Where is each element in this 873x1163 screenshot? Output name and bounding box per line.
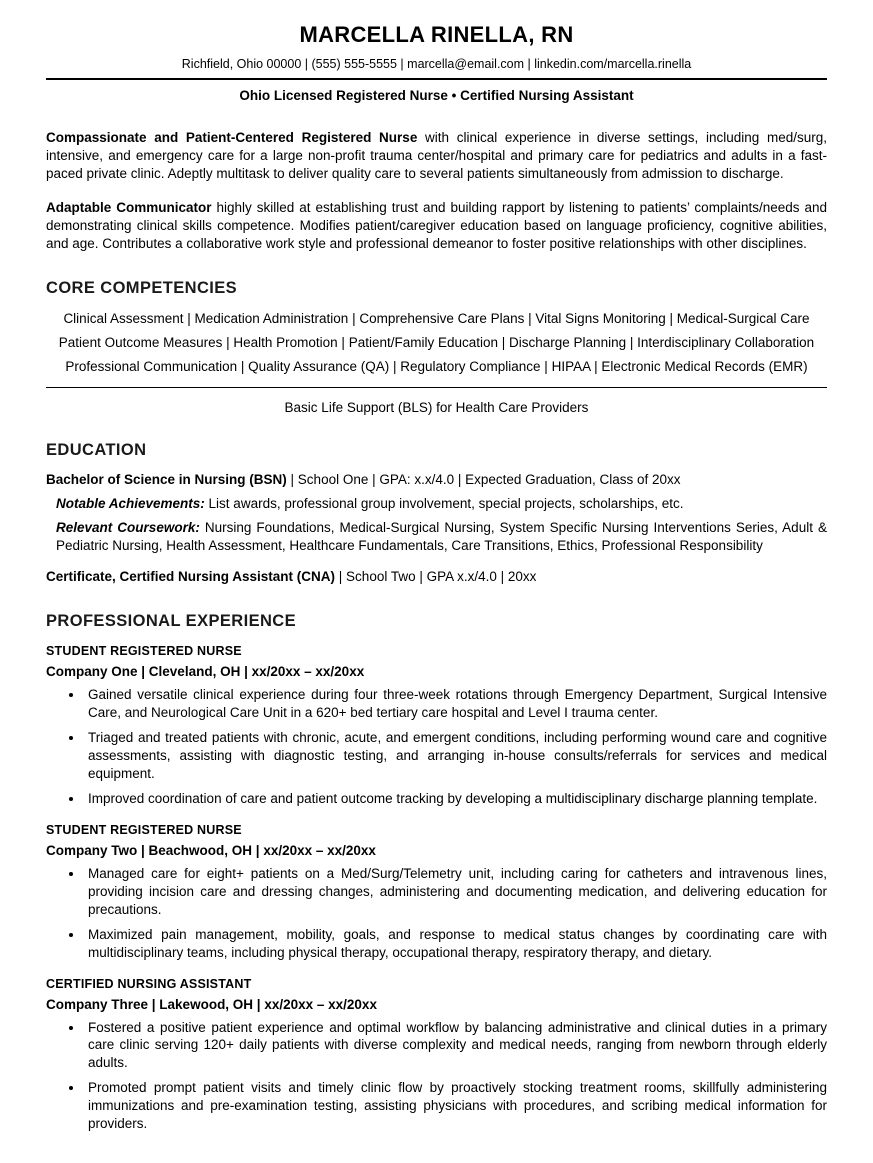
summary-paragraph-2: [46, 199, 827, 253]
job-1-title: STUDENT REGISTERED NURSE: [46, 644, 242, 659]
cna-certificate-title: Certificate, Certified Nursing Assistant (CNA): [46, 569, 336, 585]
competencies-divider: [46, 387, 827, 388]
summary-body-2: highly skilled at establishing trust and building rapport by listening to patients’ complaints/needs and demonstrating clinical skills competence. Modifies patient/caregiver education based on language proficiency, cognitive abilities, and age. Contributes a collaborative work style and professional demeanor to foster positive relationships with other disciplines.: [46, 199, 827, 251]
summary-lead-2: Adaptable Communicator: [46, 199, 212, 215]
job-1-company-line: Company One | Cleveland, OH | xx/20xx – xx/20xx: [46, 664, 365, 680]
job-3: [46, 977, 827, 1134]
job-3-bullet-2: • Promoted prompt patient visits and timely clinic flow by proactively stocking treatment rooms, skillfully administering immunizations and pre-examination testing, assisting physicians with procedures, and scribing medical information for providers.: [84, 1079, 827, 1133]
bls-certification: Basic Life Support (BLS) for Health Care Providers: [284, 400, 589, 416]
job-2-bullet-1: • Managed care for eight+ patients on a Med/Surg/Telemetry unit, including caring for catheters and intravenous lines, providing incision care and dressing changes, administering and documenting medication, and delivering education for precautions.: [84, 865, 827, 919]
job-3-bullet-list: [46, 1019, 827, 1134]
notable-achievements-label: Notable Achievements:: [56, 496, 205, 512]
competency-line-3: Professional Communication | Quality Assurance (QA) | Regulatory Compliance | HIPAA | Electronic Medical Records (EMR): [65, 359, 808, 375]
resume-header: [46, 22, 827, 103]
summary-lead-1: Compassionate and Patient-Centered Registered Nurse: [46, 130, 418, 145]
notable-achievements-line: [46, 495, 827, 513]
job-2-bullet-list: [46, 865, 827, 962]
job-2-bullet-2: • Maximized pain management, mobility, goals, and response to medical status changes by coordinating care with multidisciplinary teams, including physical therapy, occupational therapy, respiratory therapy, and dietary.: [84, 926, 827, 962]
job-2: [46, 823, 827, 962]
experience-section: [46, 612, 827, 1133]
job-1-bullet-1: • Gained versatile clinical experience during four three-week rotations through Emergency Department, Surgical Intensive Care, and Neurological Care Unit in a 620+ bed tertiary care hospital and Level I trauma center.: [84, 686, 827, 722]
summary-body-1: with clinical experience in diverse settings, including med/surg, intensive, and emergency care for a large non-profit trauma center/hospital and primary care for pediatrics and adults in a fast-paced private clinic. Adeptly multitask to deliver quality care to several patients simultaneously from admission to discharge.: [46, 130, 827, 181]
job-1-bullet-list: [46, 686, 827, 808]
bsn-degree-line: [46, 471, 827, 489]
candidate-name: MARCELLA RINELLA, RN: [299, 22, 574, 47]
bsn-degree-details: | School One | GPA: x.x/4.0 | Expected Graduation, Class of 20xx: [286, 472, 681, 488]
cna-certificate-details: | School Two | GPA x.x/4.0 | 20xx: [335, 569, 537, 585]
header-divider: [46, 78, 827, 80]
job-1-bullet-3: • Improved coordination of care and patient outcome tracking by developing a multidisciplinary discharge planning template.: [84, 790, 827, 808]
job-1: [46, 644, 827, 808]
core-competencies-section: [46, 279, 827, 416]
relevant-coursework-text: Nursing Foundations, Medical-Surgical Nursing, System Specific Nursing Interventions Series, Adult & Pediatric Nursing, Health Assessment, Healthcare Fundamentals, Care Transitions, Ethics, Professional Responsibility: [56, 520, 827, 554]
job-1-bullet-2: • Triaged and treated patients with chronic, acute, and emergent conditions, including performing wound care and cognitive assessments, assisting with diagnostic testing, and arranging in-house consults/referrals for services and medical equipment.: [84, 729, 827, 783]
job-2-company-line: Company Two | Beachwood, OH | xx/20xx – xx/20xx: [46, 842, 376, 858]
job-2-title: STUDENT REGISTERED NURSE: [46, 822, 242, 837]
experience-heading: PROFESSIONAL EXPERIENCE: [46, 612, 297, 631]
relevant-coursework-line: [46, 519, 827, 555]
competency-line-2: Patient Outcome Measures | Health Promotion | Patient/Family Education | Discharge Planning | Interdisciplinary Collaboration: [58, 334, 815, 350]
education-heading: EDUCATION: [46, 441, 147, 460]
job-3-bullet-1: • Fostered a positive patient experience and optimal workflow by balancing administrative and clinical duties in a primary care clinic serving 120+ daily patients with diverse complexity and medical needs, ranging from newborn through elderly adults.: [84, 1019, 827, 1073]
job-3-title: CERTIFIED NURSING ASSISTANT: [46, 976, 252, 991]
cna-certificate-line: [46, 568, 827, 586]
notable-achievements-text: List awards, professional group involvement, special projects, scholarships, etc.: [204, 496, 684, 512]
job-3-company-line: Company Three | Lakewood, OH | xx/20xx – xx/20xx: [46, 996, 377, 1012]
summary-paragraph-1: [46, 129, 827, 183]
relevant-coursework-label: Relevant Coursework:: [56, 520, 200, 536]
competency-line-1: Clinical Assessment | Medication Administration | Comprehensive Care Plans | Vital Signs Monitoring | Medical-Surgical Care: [63, 310, 810, 326]
bsn-degree-title: Bachelor of Science in Nursing (BSN): [46, 472, 287, 488]
education-section: [46, 441, 827, 586]
core-competencies-heading: CORE COMPETENCIES: [46, 278, 238, 297]
contact-info: Richfield, Ohio 00000 | (555) 555-5555 | marcella@email.com | linkedin.com/marcella.rinella: [181, 57, 692, 71]
summary-section: [46, 129, 827, 253]
license-tagline: Ohio Licensed Registered Nurse • Certified Nursing Assistant: [239, 88, 634, 103]
